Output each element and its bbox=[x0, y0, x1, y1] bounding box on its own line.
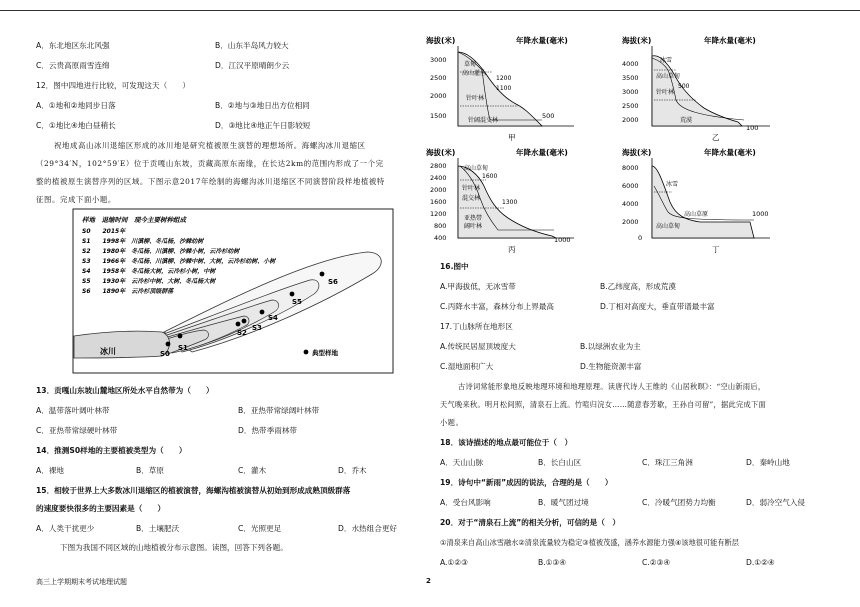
q12-option-d: D．③地比④地正午日影较短 bbox=[215, 121, 311, 130]
chart-bing-zone-5: 亚热带 bbox=[464, 215, 483, 222]
chart-ding-zone-2: 高山草原 bbox=[684, 211, 709, 218]
plot-dot-s3 bbox=[242, 319, 247, 324]
q16-option-d: D.丁相对高度大，垂直带谱最丰富 bbox=[600, 302, 715, 311]
q15-option-c: C．光照更足 bbox=[238, 524, 282, 533]
chart-jia bbox=[426, 35, 574, 142]
top-rule bbox=[0, 10, 860, 11]
q13-option-c: C．亚热带常绿硬叶林带 bbox=[36, 426, 118, 435]
chart-yi-ytick-4: 2000 bbox=[622, 116, 639, 124]
intro-line-3: 整的植被原生演替序列的区域。下图示意2017年绘制的海螺沟冰川退缩区不同演替阶段样地植被特 bbox=[36, 177, 385, 186]
poem-intro-line-3: 小题。 bbox=[440, 418, 464, 427]
q13-option-a: A．温带落叶阔叶林带 bbox=[36, 406, 110, 415]
poem-intro-line-1: 古诗词常能形象地反映地理环境和地理原理。读唐代诗人王维的《山居秋暝》：“空山新雨后， bbox=[458, 382, 766, 391]
plot-label-s1: S1 bbox=[178, 344, 188, 352]
chart-yi bbox=[622, 35, 770, 142]
q19-option-c: C．冷暖气团势力均衡 bbox=[642, 498, 716, 507]
chart-ding-ytick-1: 6000 bbox=[622, 182, 639, 190]
chart-jia-zone-0: 草甸 bbox=[464, 61, 477, 68]
chart-ding bbox=[622, 147, 770, 254]
q20-option-c: C.②③④ bbox=[642, 558, 671, 567]
chart-bing-rlabel: 年降水量(毫米) bbox=[516, 148, 568, 157]
chart-bing-zone-1: 1600 bbox=[482, 173, 498, 180]
chart-bing-zone-0: 高山草甸 bbox=[464, 165, 489, 172]
chart-bing-zone-6: 阔叶林 bbox=[464, 223, 483, 230]
chart-bing-zone-3: 混交林 bbox=[462, 195, 481, 202]
q18-option-d: D．秦岭山地 bbox=[746, 458, 790, 467]
chart-bing-zone-4: 1300 bbox=[502, 199, 518, 206]
q20-option-d: D.①②④ bbox=[746, 558, 775, 567]
q16-option-c: C.丙降水丰富，森林分布上界最高 bbox=[440, 302, 555, 311]
q11-option-b: B．山东半岛风力较大 bbox=[215, 41, 289, 50]
q12-option-c: C．①地比④地白昼稍长 bbox=[36, 121, 116, 130]
chart-ding-zone-0: 冰雪 bbox=[666, 181, 679, 188]
glacier-shape bbox=[74, 331, 170, 358]
q16-stem: 16.图中 bbox=[440, 262, 469, 271]
chart-bing-xtick-0: 1000 bbox=[554, 236, 571, 244]
chart-bing bbox=[426, 147, 574, 254]
q14-option-c: C．灌木 bbox=[238, 466, 267, 475]
legend-dot-icon bbox=[304, 350, 309, 355]
chart-yi-ytick-3: 2500 bbox=[622, 102, 639, 110]
chart-yi-zone-4: 荒漠 bbox=[680, 117, 693, 124]
chart-yi-ylabel: 海拔(米) bbox=[622, 36, 652, 45]
footer-title: 高三上学期期末考试地理试题 bbox=[36, 578, 127, 586]
q20-option-a: A.①②③ bbox=[440, 558, 468, 567]
chart-ding-ytick-4: 0 bbox=[638, 234, 643, 242]
q17-option-d: D.生物能资源丰富 bbox=[580, 362, 642, 371]
q14-option-b: B．草原 bbox=[136, 466, 164, 475]
chart-yi-zone-1: 高山草甸 bbox=[656, 73, 681, 80]
q15-option-a: A．人类干扰更少 bbox=[36, 524, 95, 533]
chart-jia-ylabel: 海拔(米) bbox=[426, 36, 456, 45]
chart-jia-rlabel: 年降水量(毫米) bbox=[516, 36, 568, 45]
chart-jia-zone-3: 1100 bbox=[496, 85, 512, 92]
q17-stem: 17.丁山脉所在地形区 bbox=[440, 322, 513, 331]
q15-stem-line-2: 的速度要快很多的主要因素是（ ） bbox=[36, 504, 166, 513]
q14-stem: 14．推测S0样地的主要植被类型为（ ） bbox=[36, 446, 187, 455]
legend-row-s4: S4 1958年 冬瓜杨大树，云冷杉小树，中树 bbox=[82, 268, 216, 275]
chart-bing-ytick-0: 2800 bbox=[430, 162, 447, 170]
chart-bing-ytick-3: 1600 bbox=[430, 198, 447, 206]
plot-dot-s5 bbox=[290, 292, 295, 297]
chart-bing-ytick-1: 2400 bbox=[430, 174, 447, 182]
chart-ding-ytick-3: 2000 bbox=[622, 218, 639, 226]
chart-bing-ylabel: 海拔(米) bbox=[426, 148, 456, 157]
chart-bing-zone-2: 针叶林 bbox=[462, 185, 481, 192]
q18-stem: 18．该诗描述的地点最可能位于（ ） bbox=[440, 438, 573, 447]
plot-label-s4: S4 bbox=[268, 314, 278, 322]
chart-yi-rlabel: 年降水量(毫米) bbox=[704, 36, 756, 45]
plot-dot-s1 bbox=[178, 334, 183, 339]
q17-option-c: C.湿地面积广大 bbox=[440, 362, 494, 371]
chart-ding-ytick-0: 8000 bbox=[622, 164, 639, 172]
chart-bing-ytick-5: 800 bbox=[434, 222, 447, 230]
chart-bing-ytick-4: 1200 bbox=[430, 210, 447, 218]
q17-option-a: A.传统民居屋顶坡度大 bbox=[440, 342, 516, 351]
chart-bing-name: 丙 bbox=[508, 245, 516, 254]
q15-stem-line-1: 15．相较于世界上大多数冰川退缩区的植被演替，海螺沟植被演替从初始到形成成熟顶级群落 bbox=[36, 486, 351, 495]
legend-dot-label: 典型样地 bbox=[312, 349, 338, 357]
legend-header: 样地 退缩时间 现今主要树种组成 bbox=[82, 216, 186, 224]
chart-yi-zone-0: 冰雪 bbox=[660, 57, 673, 64]
chart-ding-xtick-0: 1000 bbox=[752, 210, 769, 218]
chart-yi-ytick-2: 3000 bbox=[622, 88, 639, 96]
glacier-retreat-map bbox=[72, 208, 394, 374]
chart-jia-zone-4: 针叶林 bbox=[466, 95, 485, 102]
legend-row-s1: S1 1998年 川滇柳、冬瓜杨，沙棘幼树 bbox=[82, 238, 204, 245]
q13-option-d: D．热带季雨林带 bbox=[238, 426, 298, 435]
chart-jia-xtick-0: 500 bbox=[542, 112, 555, 120]
intro-line-4: 征图。完成下面小题。 bbox=[36, 195, 116, 204]
chart-ding-zone-1: 高山草甸 bbox=[656, 223, 681, 230]
q13-option-b: B．亚热带常绿阔叶林带 bbox=[238, 406, 320, 415]
legend-row-s3: S3 1966年 冬瓜杨、川滇柳、沙棘中树、大树，云冷杉幼树、小树 bbox=[82, 258, 276, 265]
chart-ding-ylabel: 海拔(米) bbox=[622, 148, 652, 157]
chart-yi-ytick-1: 3500 bbox=[622, 74, 639, 82]
q20-stem: 20．对于“清泉石上流”的相关分析，可信的是（ ） bbox=[440, 518, 621, 527]
plot-dot-s6 bbox=[320, 272, 325, 277]
plot-label-s0: S0 bbox=[160, 350, 170, 358]
chart-yi-zone-3: 针叶林 bbox=[656, 89, 675, 96]
q12-stem: 12．图中四地进行比较，可发现这天（ ） bbox=[36, 81, 190, 90]
chart-jia-zone-5: 针阔混交林 bbox=[468, 117, 499, 124]
chart-bing-ytick-6: 400 bbox=[434, 234, 447, 242]
glacier-label: 冰川 bbox=[100, 347, 116, 356]
chart-jia-name: 甲 bbox=[508, 133, 516, 142]
intro-line-1: 祝地成高山冰川退缩区形成的冰川地是研究植被原生演替的理想场所。海螺沟冰川退缩区 bbox=[54, 141, 366, 150]
q14-option-a: A．裸地 bbox=[36, 466, 64, 475]
chart-jia-ytick-1: 2500 bbox=[430, 74, 447, 82]
q18-option-a: A．天山山脉 bbox=[440, 458, 484, 467]
chart-yi-xtick-0: 100 bbox=[746, 124, 759, 132]
q19-option-b: B．暖气团过境 bbox=[538, 498, 589, 507]
chart-ding-rlabel: 年降水量(毫米) bbox=[704, 148, 756, 157]
poem-intro-line-2: 天气晚来秋。明月松间照，清泉石上流。竹喧归浣女……随意春芳歇，王孙自可留”，据此完成下面 bbox=[440, 400, 766, 409]
plot-dot-s0 bbox=[166, 342, 171, 347]
q13-stem: 13．贡嘎山东坡山麓地区所处水平自然带为（ ） bbox=[36, 386, 214, 395]
q19-stem: 19．诗句中“新雨”成因的说法，合理的是（ ） bbox=[440, 478, 613, 487]
q11-option-a: A．东北地区东北风强 bbox=[36, 41, 110, 50]
q14-option-d: D．乔木 bbox=[338, 466, 367, 475]
q16-option-a: A.甲海拔低，无冰雪带 bbox=[440, 282, 516, 291]
q20-option-b: B.①③④ bbox=[538, 558, 567, 567]
intro2: 下图为我国不同区域的山地植被分布示意图。读图，回答下列各题。 bbox=[60, 543, 288, 552]
chart-bing-ytick-2: 2000 bbox=[430, 186, 447, 194]
chart-jia-zone-1: 高山灌丛 bbox=[462, 70, 487, 77]
legend-row-s2: S2 1980年 冬瓜杨、川滇柳、沙棘小树，云冷杉幼树 bbox=[82, 248, 240, 255]
q12-option-b: B．②地与③地日出方位相同 bbox=[215, 101, 310, 110]
mountain-charts bbox=[424, 34, 834, 254]
q17-option-b: B.以绿洲农业为主 bbox=[580, 342, 641, 351]
chart-jia-zone-2: 1200 bbox=[496, 75, 512, 82]
q19-option-d: D．弱冷空气入侵 bbox=[746, 498, 806, 507]
q18-option-b: B．长白山区 bbox=[538, 458, 582, 467]
page-number: 2 bbox=[426, 577, 431, 585]
chart-yi-name: 乙 bbox=[712, 133, 720, 142]
chart-jia-ytick-3: 1500 bbox=[430, 112, 447, 120]
q18-option-c: C．珠江三角洲 bbox=[642, 458, 693, 467]
chart-yi-ytick-0: 4000 bbox=[622, 60, 639, 68]
q20-statement-line: ①清泉来自高山冰雪融水②清泉流量较为稳定③植被茂盛，涵养水源能力强④该地很可能有断层 bbox=[440, 538, 739, 547]
q15-option-b: B．土壤肥沃 bbox=[136, 524, 180, 533]
q19-option-a: A．受台风影响 bbox=[440, 498, 491, 507]
chart-jia-ytick-0: 3000 bbox=[430, 56, 447, 64]
q11-option-c: C．云贵高原雨雪连绵 bbox=[36, 61, 110, 70]
chart-ding-name: 丁 bbox=[712, 245, 720, 254]
plot-label-s2: S2 bbox=[237, 329, 247, 337]
q15-option-d: D．水热组合更好 bbox=[338, 524, 398, 533]
legend-row-s0: S0 2015年 bbox=[82, 228, 126, 235]
plot-dot-s4 bbox=[260, 310, 265, 315]
legend-row-s5: S5 1930年 云冷杉中树、大树、冬瓜杨大树 bbox=[82, 278, 216, 285]
intro-line-2: （29°34′N，102°59′E）位于贡嘎山东坡，贡藏高原东南缘，在长达2km的范围内形成了一个完 bbox=[36, 159, 384, 168]
plot-label-s3: S3 bbox=[252, 324, 262, 332]
plot-dot-s2 bbox=[236, 322, 241, 327]
legend-row-s6: S6 1890年 云冷杉顶级群落 bbox=[82, 288, 174, 295]
plot-label-s6: S6 bbox=[328, 278, 338, 286]
chart-yi-zone-2: 500 bbox=[678, 83, 690, 90]
chart-ding-ytick-2: 4000 bbox=[622, 200, 639, 208]
q16-option-b: B.乙纬度高，形成荒漠 bbox=[600, 282, 676, 291]
plot-label-s5: S5 bbox=[292, 298, 302, 306]
chart-jia-ytick-2: 2000 bbox=[430, 92, 447, 100]
q11-option-d: D．江汉平原晴朗少云 bbox=[215, 61, 290, 70]
q12-option-a: A．①地和②地同步日落 bbox=[36, 101, 116, 110]
